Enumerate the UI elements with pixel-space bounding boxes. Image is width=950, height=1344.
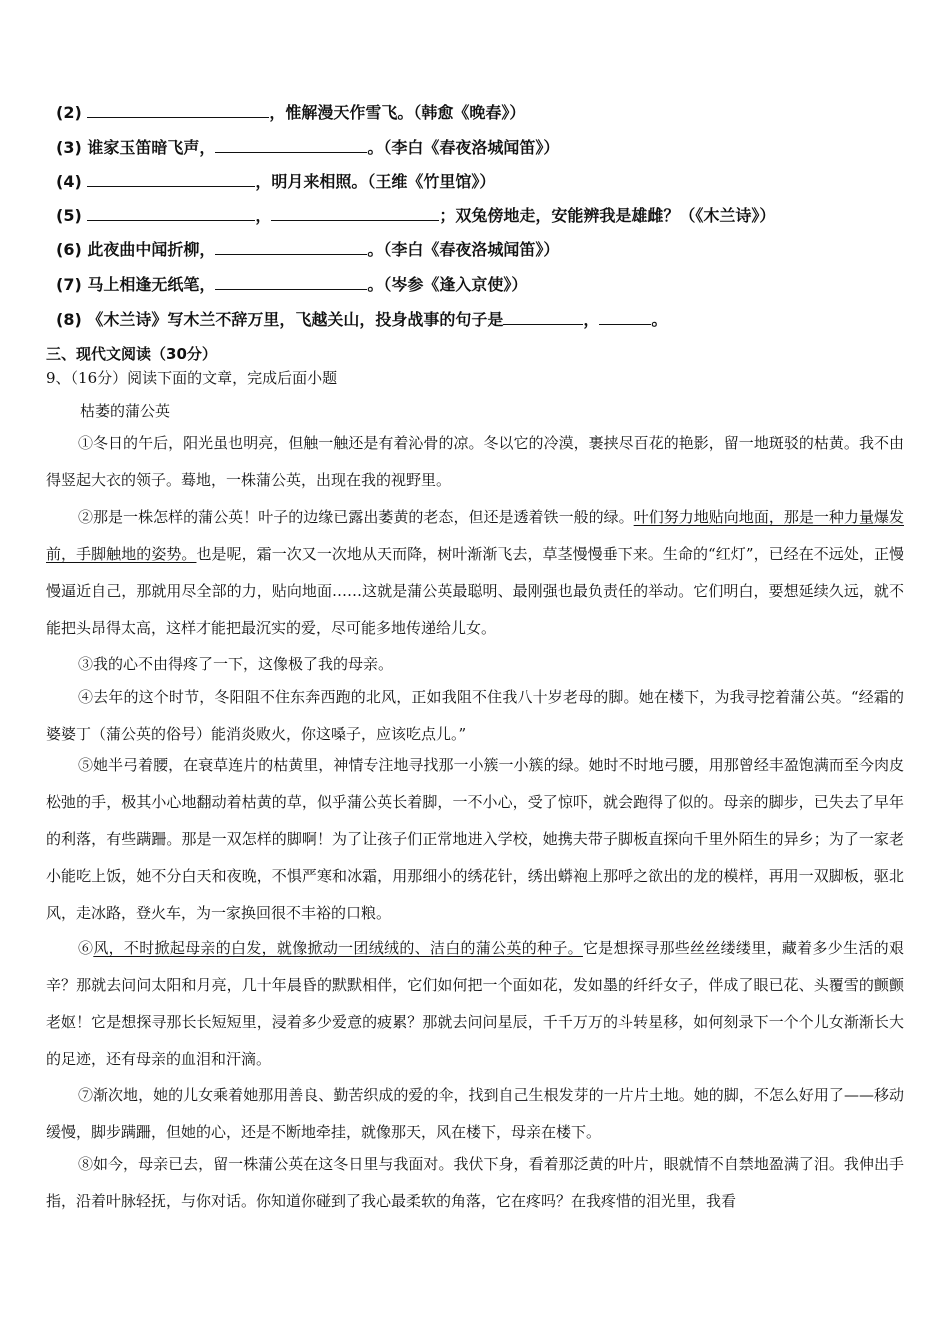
paragraph-text: ②那是一株怎样的蒲公英！叶子的边缘已露出萎黄的老态，但还是透着铁一般的绿。 [78,508,634,526]
question-number: (4) [56,172,82,191]
question-number: (7) [56,275,82,294]
question-text: 《木兰诗》写木兰不辞万里，飞越关山，投身战事的句子是 [87,310,504,329]
question-number: (2) [56,103,82,122]
question-text: ， [255,206,272,225]
answer-blank[interactable] [599,309,651,325]
paragraph-7: ⑦渐次地，她的儿女乘着她那用善良、勤苦织成的爱的伞，找到自己生根发芽的一片片土地。她的脚，不怎么好用了——移动缓慢，脚步蹒跚，但她的心，还是不断地牵挂，就像那天，风在楼下，母亲在楼下。 [46,1086,904,1141]
underlined-sentence: 风，不时掀起母亲的白发，就像掀动一团绒绒的、洁白的蒲公英的种子。 [93,939,583,957]
underlined-sentence: 叶们努力地贴向地面，那是一种力量爆发前，手脚触地的姿势。 [46,508,904,563]
paragraph-3: ③我的心不由得疼了一下，这像极了我的母亲。 [78,655,394,673]
question-text: ， [583,310,600,329]
answer-blank[interactable] [215,137,367,153]
question-number: (6) [56,240,82,259]
question-7 [56,274,527,295]
paragraph-1: ①冬日的午后，阳光虽也明亮，但触一触还是有着沁骨的凉。冬以它的冷漠，裹挟尽百花的艳影，留一地斑驳的枯黄。我不由得竖起大衣的领子。蓦地，一株蒲公英，出现在我的视野里。 [46,434,904,489]
paragraph-2 [46,499,904,647]
question-text: 。（李白《春夜洛城闻笛》） [367,240,560,259]
question-number: (3) [56,138,82,157]
question-text: ，惟解漫天作雪飞。（韩愈《晚春》） [269,103,526,122]
question-text: 此夜曲中闻折柳， [87,240,216,259]
answer-blank[interactable] [503,309,583,325]
question-8 [56,309,667,330]
question-text: ，明月来相照。（王维《竹里馆》） [255,172,496,191]
question-heading: 9、（16分）阅读下面的文章，完成后面小题 [46,369,338,387]
answer-blank[interactable] [215,239,367,255]
paragraph-8: ⑧如今，母亲已去，留一株蒲公英在这冬日里与我面对。我伏下身，看着那泛黄的叶片，眼就情不自禁地盈满了泪。我伸出手指，沿着叶脉轻抚，与你对话。你知道你碰到了我心最柔软的角落，它在疼吗？在我疼惜的泪光里，我看 [46,1155,904,1210]
paragraph-6 [46,930,904,1078]
answer-blank[interactable] [87,205,255,221]
question-6 [56,239,559,260]
question-text: ；双兔傍地走，安能辨我是雄雌？（《木兰诗》） [439,206,776,225]
question-text: 马上相逢无纸笔， [87,275,216,294]
question-3 [56,137,559,158]
question-text: 。（岑参《逢入京使》） [367,275,528,294]
answer-blank[interactable] [215,274,367,290]
question-4 [56,171,495,192]
article-title: 枯萎的蒲公英 [80,402,171,420]
paragraph-4: ④去年的这个时节，冬阳阻不住东奔西跑的北风，正如我阻不住我八十岁老母的脚。她在楼下，为我寻挖着蒲公英。“经霜的婆婆丁（蒲公英的俗号）能消炎败火，你这嗓子，应该吃点儿。” [46,688,904,743]
paragraph-5: ⑤她半弓着腰，在衰草连片的枯黄里，神情专注地寻找那一小簇一小簇的绿。她时不时地弓腰，用那曾经丰盈饱满而至今肉皮松弛的手，极其小心地翻动着枯黄的草，似乎蒲公英长着脚，一不小心，受了惊吓，就会跑得了似的。母亲的脚步，已失去了早年的利落，有些蹒跚。那是一双怎样的脚啊！为了让孩子们正常地进入学校，她携夫带子脚板直探向千里外陌生的异乡；为了一家老小能吃上饭，她不分白天和夜晚，不惧严寒和冰霜，用那细小的绣花针，绣出蟒袍上那呼之欲出的龙的模样，再用一双脚板，驱北风，走冰路，登火车，为一家换回很不丰裕的口粮。 [46,756,904,922]
question-number: (5) [56,206,82,225]
question-5 [56,205,775,226]
answer-blank[interactable] [271,205,439,221]
paragraph-text: 也是呢，霜一次又一次地从天而降，树叶渐渐飞去，草茎慢慢垂下来。生命的“红灯”，已经在不远处，正慢慢逼近自己，那就用尽全部的力，贴向地面……这就是蒲公英最聪明、最刚强也最负责任的举动。它们明白，要想延续久远，就不能把头昂得太高，这样才能把最沉实的爱，尽可能多地传递给儿女。 [46,545,904,637]
answer-blank[interactable] [87,171,255,187]
answer-blank[interactable] [87,102,269,118]
paragraph-text: 它是想探寻那些丝丝缕缕里，藏着多少生活的艰辛？那就去问问太阳和月亮，几十年晨昏的默默相伴，它们如何把一个面如花，发如墨的纤纤女子，伴成了眼已花、头覆雪的颤颤老妪！它是想探寻那长长短短里，浸着多少爱意的疲累？那就去问问星辰，千千万万的斗转星移，如何刻录下一个个儿女渐渐长大的足迹，还有母亲的血泪和汗滴。 [46,939,904,1068]
question-text: 谁家玉笛暗飞声， [87,138,216,157]
paragraph-number: ⑥ [78,939,94,957]
section-title: 三、现代文阅读（30分） [46,345,217,363]
question-2 [56,102,525,123]
question-number: (8) [56,310,82,329]
question-text: 。 [651,310,668,329]
question-text: 。（李白《春夜洛城闻笛》） [367,138,560,157]
